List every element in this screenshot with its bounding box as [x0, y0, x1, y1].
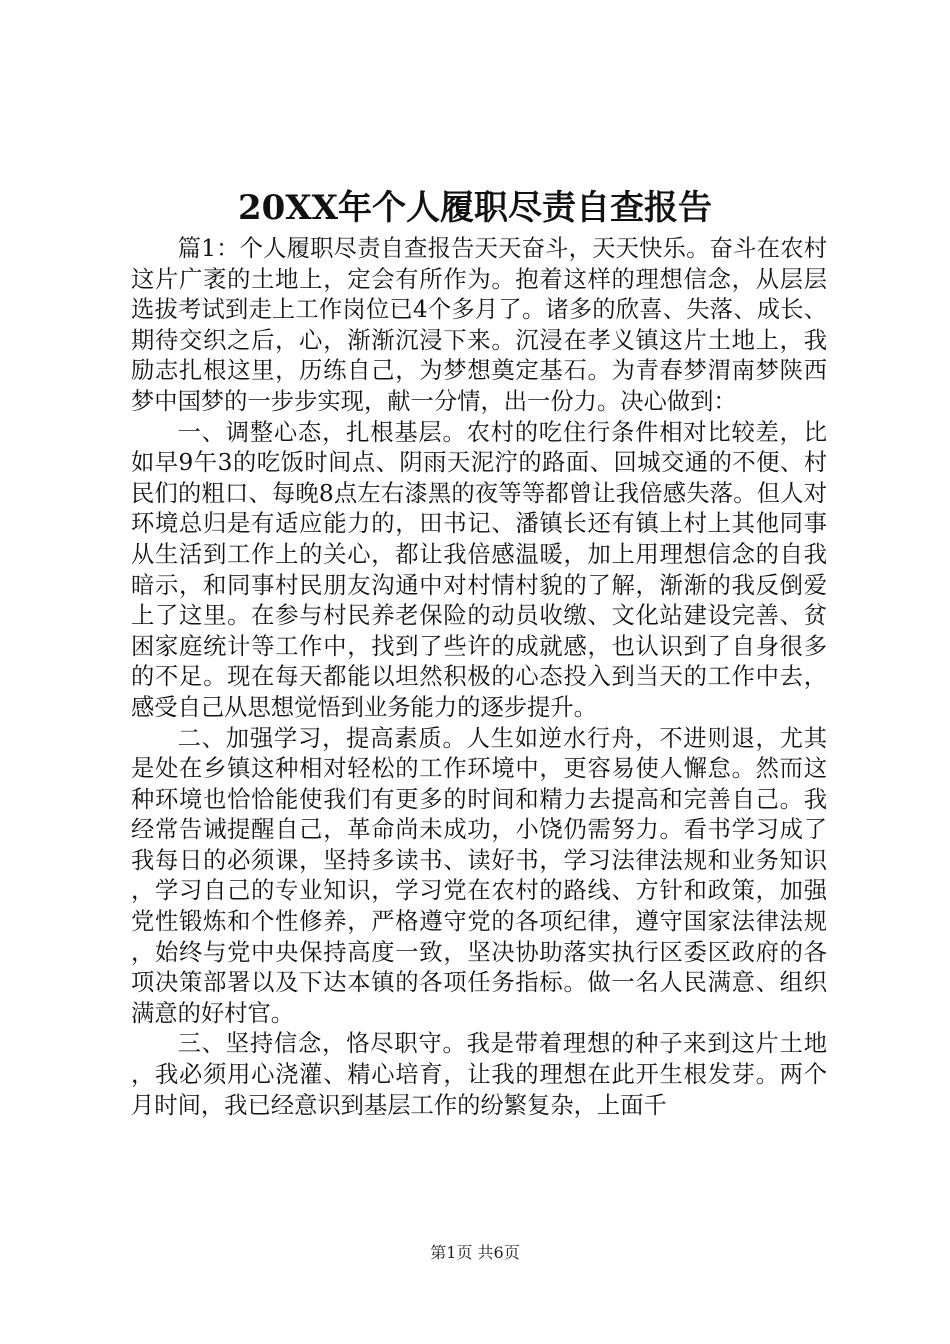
document-body	[131, 234, 827, 1121]
paragraph-section-1: 一、调整心态，扎根基层。农村的吃住行条件相对比较差，比如早9午3的吃饭时间点、阴雨天泥泞的路面、回城交通的不便、村民们的粗口、每晚8点左右漆黑的夜等等都曾让我倍感失落。但人对环境总归是有适应能力的，田书记、潘镇长还有镇上村上其他同事从生活到工作上的关心，都让我倍感温暖，加上用理想信念的自我暗示，和同事村民朋友沟通中对村情村貌的了解，渐渐的我反倒爱上了这里。在参与村民养老保险的动员收缴、文化站建设完善、贫困家庭统计等工作中，找到了些许的成就感，也认识到了自身很多的不足。现在每天都能以坦然积极的心态投入到当天的工作中去，感受自己从思想觉悟到业务能力的逐步提升。	[131, 418, 827, 721]
paragraph-intro: 篇1：个人履职尽责自查报告天天奋斗，天天快乐。奋斗在农村这片广袤的土地上，定会有所作为。抱着这样的理想信念，从层层选拔考试到走上工作岗位已4个多月了。诸多的欣喜、失落、成长、期待交织之后，心，渐渐沉浸下来。沉浸在孝义镇这片土地上，我励志扎根这里，历练自己，为梦想奠定基石。为青春梦渭南梦陕西梦中国梦的一步步实现，献一分情，出一份力。决心做到：	[131, 235, 827, 415]
page-number-footer: 第1页 共6页	[430, 1243, 520, 1262]
document-title: 20XX年个人履职尽责自查报告	[237, 188, 713, 228]
paragraph-section-3: 三、坚持信念，恪尽职守。我是带着理想的种子来到这片土地，我必须用心浇灌、精心培育，让我的理想在此开生根发芽。两个月时间，我已经意识到基层工作的纷繁复杂，上面千	[131, 1030, 827, 1119]
paragraph-section-2: 二、加强学习，提高素质。人生如逆水行舟，不进则退，尤其是处在乡镇这种相对轻松的工作环境中，更容易使人懈怠。然而这种环境也恰恰能使我们有更多的时间和精力去提高和完善自己。我经常告诫提醒自己，革命尚未成功，小饶仍需努力。看书学习成了我每日的必须课，坚持多读书、读好书，学习法律法规和业务知识，学习自己的专业知识，学习党在农村的路线、方针和政策，加强党性锻炼和个性修养，严格遵守党的各项纪律，遵守国家法律法规，始终与党中央保持高度一致，坚决协助落实执行区委区政府的各项决策部署以及下达本镇的各项任务指标。做一名人民满意、组织满意的好村官。	[131, 724, 827, 1027]
